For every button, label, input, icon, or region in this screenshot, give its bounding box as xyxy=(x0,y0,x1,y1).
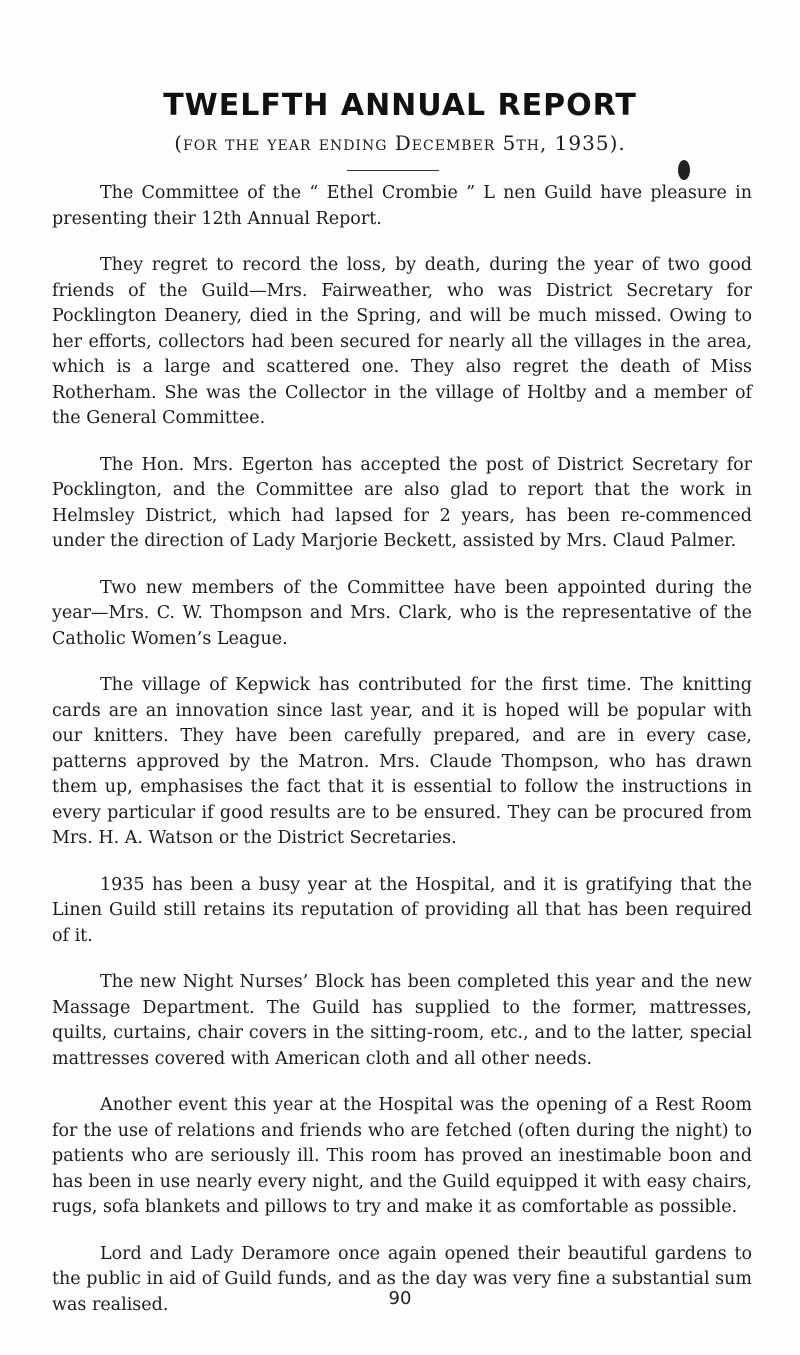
paragraph-kepwick: The village of Kepwick has contributed for the first time. The knitting cards are an innovation since last year, and it is hoped will be popular with our knitters. They have been carefully prepared, and are in every case, patterns approved by the Matron. Mrs. Claude Thompson, who has drawn them up, emphasises the fact that it is essential to follow the instructions in every particular if good results are to be ensured. They can be procured from Mrs. H. A. Watson or the District Secretaries. xyxy=(52,675,752,848)
ink-blot-mark xyxy=(678,160,690,180)
paragraph-deaths: They regret to record the loss, by death, during the year of two good friends of the Guild—Mrs. Fairweather, who was District Secretary for Pocklington Deanery, died in the Spring, and will be much missed. Owing to her efforts, collectors had been secured for nearly all the villages in the area, which is a large and scattered one. They also regret the death of Miss Rotherham. She was the Collector in the village of Holtby and a member of the General Committee. xyxy=(52,255,752,428)
report-body xyxy=(52,181,752,1318)
paragraph-gardens: Lord and Lady Deramore once again opened their beautiful gardens to the public in aid of Guild funds, and as the day was very fine a substantial sum was realised. xyxy=(52,1243,752,1315)
title-divider xyxy=(347,170,439,171)
paragraph-district-secretary: The Hon. Mrs. Egerton has accepted the post of District Secretary for Pocklington, and the Committee are also glad to report that the work in Helmsley District, which had lapsed for 2 years, has been re-commenced under the direction of Lady Marjorie Beckett, assisted by Mrs. Claud Palmer. xyxy=(52,454,752,551)
report-title: TWELFTH ANNUAL REPORT xyxy=(163,88,637,123)
paragraph-busy-year: 1935 has been a busy year at the Hospital, and it is gratifying that the Linen Guild still retains its reputation of providing all that has been required of it. xyxy=(52,874,752,946)
page-number: 90 xyxy=(388,1288,412,1309)
paragraph-night-nurses: The new Night Nurses’ Block has been completed this year and the new Massage Department. The Guild has supplied to the former, mattresses, quilts, curtains, chair covers in the sitting-room, etc., and to the latter, special mattresses covered with American cloth and all other needs. xyxy=(52,972,752,1069)
paragraph-new-members: Two new members of the Committee have been appointed during the year—Mrs. C. W. Thompson and Mrs. Clark, who is the representative of the Catholic Women’s League. xyxy=(52,577,752,649)
report-subtitle: (for the year ending December 5th, 1935). xyxy=(174,131,626,155)
paragraph-rest-room: Another event this year at the Hospital was the opening of a Rest Room for the use of relations and friends who are fetched (often during the night) to patients who are seriously ill. This room has proved an inestimable boon and has been in use nearly every night, and the Guild equipped it with easy chairs, rugs, sofa blankets and pillows to try and make it as comfortable as possible. xyxy=(52,1095,752,1217)
paragraph-intro: The Committee of the “ Ethel Crombie ” L nen Guild have pleasure in presenting their 12th Annual Report. xyxy=(52,183,752,229)
